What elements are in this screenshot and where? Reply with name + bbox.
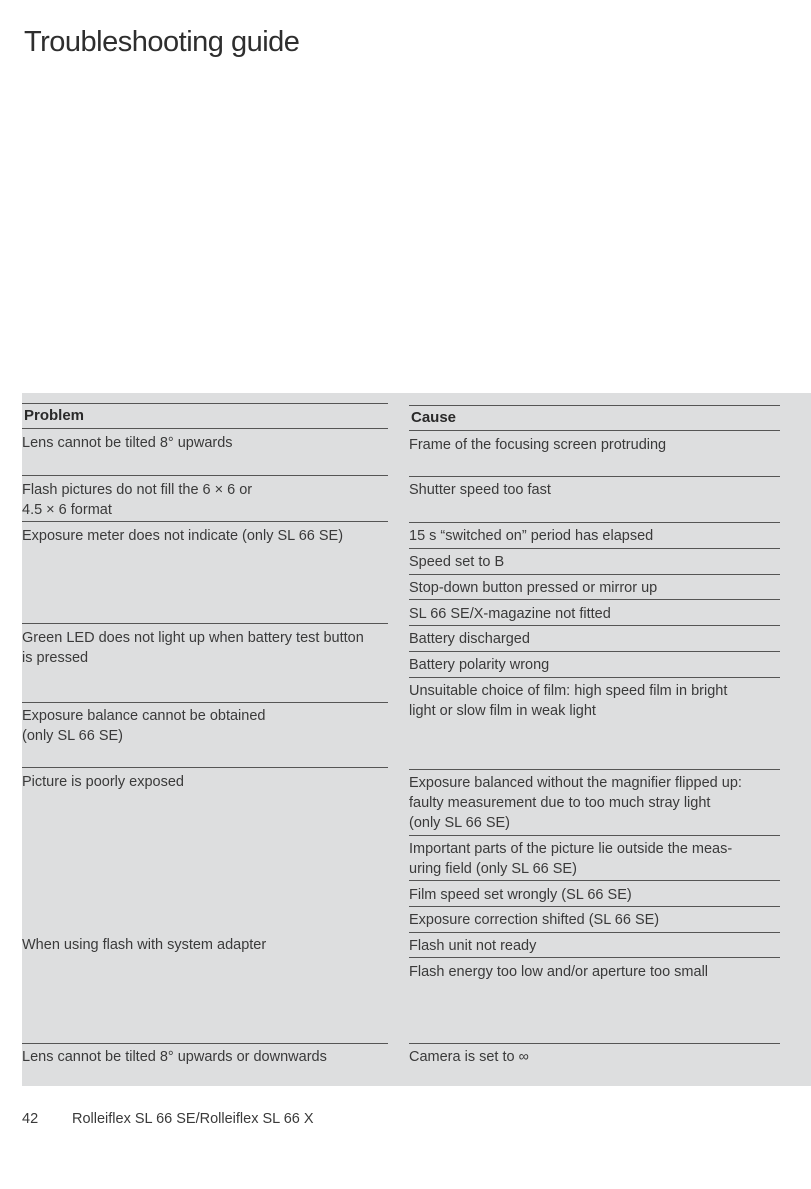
cause-header: Cause	[411, 409, 457, 426]
rule	[22, 767, 388, 768]
cause-item: Camera is set to ∞	[409, 1049, 529, 1065]
rule	[409, 625, 780, 626]
cause-item: SL 66 SE/X-magazine not fitted	[409, 606, 611, 622]
rule	[409, 548, 780, 549]
rule	[409, 599, 780, 600]
rule	[22, 475, 388, 476]
problem-item: When using flash with system adapter	[22, 937, 267, 953]
cause-item: Unsuitable choice of film: high speed film in bright light or slow film in weak light	[409, 683, 728, 719]
page-number: 42	[22, 1111, 39, 1127]
cause-item: Battery discharged	[409, 631, 530, 647]
problem-item: Exposure balance cannot be obtained (only SL 66 SE)	[22, 708, 266, 744]
cause-item: Exposure correction shifted (SL 66 SE)	[409, 912, 660, 928]
cause-item: Exposure balanced without the magnifier flipped up: faulty measurement due to too much stray light (only SL 66 SE)	[409, 775, 742, 831]
running-title: Rolleiflex SL 66 SE/Rolleiflex SL 66 X	[72, 1111, 314, 1127]
rule	[409, 476, 780, 477]
problem-item: Lens cannot be tilted 8° upwards or downwards	[22, 1049, 327, 1065]
cause-item: Speed set to B	[409, 554, 505, 570]
cause-item: Film speed set wrongly (SL 66 SE)	[409, 887, 632, 903]
rule	[409, 957, 780, 958]
cause-item: Important parts of the picture lie outside the meas- uring field (only SL 66 SE)	[409, 841, 733, 877]
problem-item: Lens cannot be tilted 8° upwards	[22, 435, 233, 451]
rule	[409, 906, 780, 907]
rule	[409, 1043, 780, 1044]
rule	[22, 702, 388, 703]
rule	[409, 405, 780, 406]
rule	[409, 932, 780, 933]
cause-item: Frame of the focusing screen protruding	[409, 437, 667, 453]
rule	[22, 623, 388, 624]
troubleshooting-table	[22, 393, 811, 1086]
rule	[409, 835, 780, 836]
rule	[22, 1043, 388, 1044]
rule	[22, 428, 388, 429]
problem-item: Flash pictures do not fill the 6 × 6 or 4.5 × 6 format	[22, 482, 253, 518]
cause-item: 15 s “switched on” period has elapsed	[409, 528, 654, 544]
rule	[409, 522, 780, 523]
problem-item: Exposure meter does not indicate (only SL 66 SE)	[22, 528, 344, 544]
cause-item: Battery polarity wrong	[409, 657, 550, 673]
rule	[409, 574, 780, 575]
rule	[409, 651, 780, 652]
rule	[409, 430, 780, 431]
cause-item: Stop-down button pressed or mirror up	[409, 580, 658, 596]
cause-item: Flash energy too low and/or aperture too small	[409, 964, 709, 980]
problem-item: Picture is poorly exposed	[22, 774, 184, 790]
rule	[409, 880, 780, 881]
problem-item: Green LED does not light up when battery test button is pressed	[22, 630, 364, 666]
page-title: Troubleshooting guide	[24, 26, 300, 58]
cause-item: Shutter speed too fast	[409, 482, 551, 498]
rule	[22, 403, 388, 404]
rule	[22, 521, 388, 522]
rule	[409, 677, 780, 678]
problem-header: Problem	[24, 407, 85, 424]
rule	[409, 769, 780, 770]
cause-item: Flash unit not ready	[409, 938, 537, 954]
